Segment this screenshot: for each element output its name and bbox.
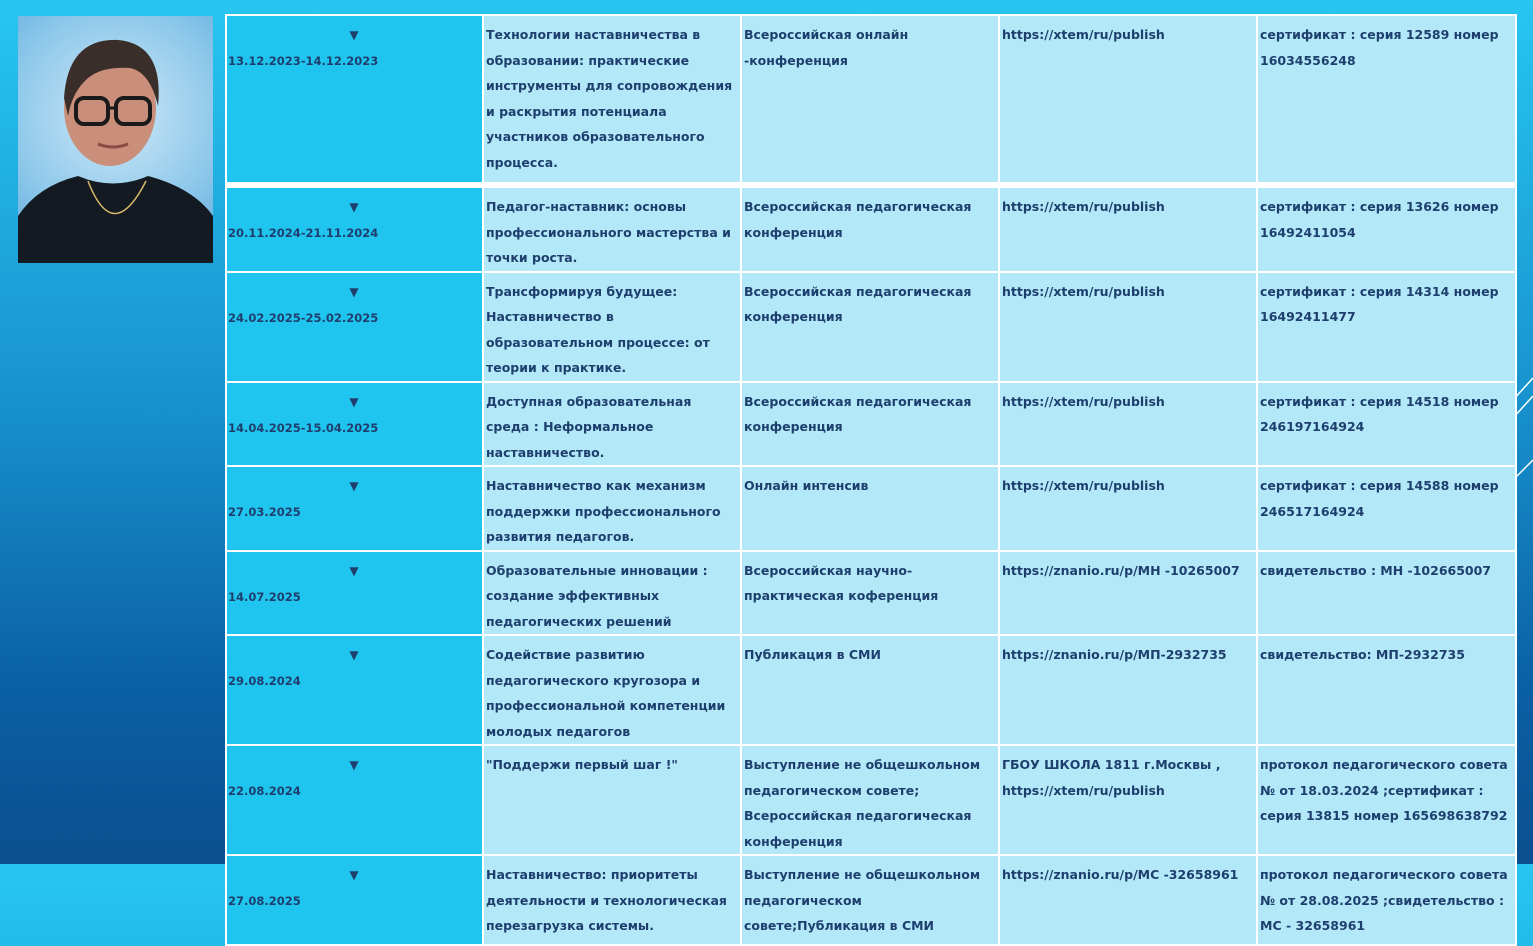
date-cell — [226, 745, 483, 855]
table-row — [226, 855, 1516, 945]
event-type: Всероссийская педагогическая конференция — [744, 283, 972, 324]
event-document: свидетельство: МП-2932735 — [1260, 647, 1465, 662]
event-type-cell — [741, 382, 999, 467]
event-type-cell — [741, 551, 999, 636]
dropdown-arrow-icon[interactable]: ▼ — [349, 394, 359, 409]
event-link-cell — [999, 855, 1257, 945]
event-date: 24.02.2025-25.02.2025 — [228, 310, 379, 325]
event-type: Всероссийская педагогическая конференция — [744, 393, 972, 434]
event-link-cell — [999, 745, 1257, 855]
event-title-cell — [483, 272, 741, 382]
event-link[interactable]: https://xtem/ru/publish — [1002, 199, 1165, 214]
events-table — [225, 14, 1515, 933]
event-type-cell — [741, 745, 999, 855]
event-type-cell — [741, 466, 999, 551]
event-title-cell — [483, 382, 741, 467]
event-date: 27.03.2025 — [228, 505, 301, 519]
event-title-cell — [483, 745, 741, 855]
event-link[interactable]: https://znanio.ru/p/МС -32658961 — [1002, 867, 1239, 882]
table-row — [226, 15, 1516, 185]
date-cell — [226, 185, 483, 272]
date-cell — [226, 382, 483, 467]
event-document-cell — [1257, 272, 1516, 382]
event-document: сертификат : серия 14314 номер 16492411477 — [1260, 283, 1499, 324]
event-document: сертификат : серия 14588 номер 246517164924 — [1260, 478, 1499, 519]
event-link[interactable]: https://znanio.ru/p/МП-2932735 — [1002, 647, 1227, 662]
event-link[interactable]: https://xtem/ru/publish — [1002, 283, 1165, 299]
event-title: Наставничество как механизм поддержки профессионального развития педагогов. — [486, 478, 721, 544]
event-title: Наставничество: приоритеты деятельности и технологическая перезагрузка системы. — [486, 867, 727, 933]
event-title-cell — [483, 635, 741, 745]
event-document-cell — [1257, 551, 1516, 636]
portrait-photo-icon — [18, 16, 213, 263]
event-link[interactable]: https://xtem/ru/publish — [1002, 393, 1165, 409]
date-cell — [226, 466, 483, 551]
event-type: Всероссийская педагогическая конференция — [744, 199, 972, 240]
dropdown-arrow-icon[interactable]: ▼ — [349, 563, 359, 578]
event-document-cell — [1257, 185, 1516, 272]
event-link[interactable]: https://xtem/ru/publish — [1002, 27, 1165, 42]
event-title: Технологии наставничества в образовании: практические инструменты для сопровождения и раскрытия потенциала участников образовательного процесса. — [486, 27, 733, 170]
event-link-cell — [999, 15, 1257, 185]
date-cell — [226, 15, 483, 185]
event-link-cell — [999, 551, 1257, 636]
event-link-cell — [999, 635, 1257, 745]
table-row — [226, 635, 1516, 745]
dropdown-arrow-icon[interactable]: ▼ — [349, 648, 359, 662]
table-row — [226, 466, 1516, 551]
event-document-cell — [1257, 466, 1516, 551]
date-cell — [226, 855, 483, 945]
event-document-cell — [1257, 745, 1516, 855]
event-title: Образовательные инновации : создание эффективных педагогических решений — [486, 562, 708, 629]
table-row — [226, 551, 1516, 636]
event-type: Публикация в СМИ — [744, 647, 881, 662]
dropdown-arrow-icon[interactable]: ▼ — [349, 200, 359, 214]
table-row — [226, 382, 1516, 467]
table-row — [226, 272, 1516, 382]
event-document-cell — [1257, 855, 1516, 945]
event-type-cell — [741, 272, 999, 382]
event-document-cell — [1257, 15, 1516, 185]
dropdown-arrow-icon[interactable]: ▼ — [349, 284, 359, 299]
event-link[interactable]: https://xtem/ru/publish — [1002, 478, 1165, 493]
event-type: Выступление не общешкольном педагогическом совете;Публикация в СМИ — [744, 867, 981, 933]
event-link-cell — [999, 382, 1257, 467]
table-body — [226, 15, 1516, 945]
event-title: Содействие развитию педагогического кругозора и профессиональной компетенции молодых педагогов — [486, 647, 726, 739]
dropdown-arrow-icon[interactable]: ▼ — [349, 758, 359, 772]
event-date: 27.08.2025 — [228, 894, 301, 908]
event-document: свидетельство : МН -102665007 — [1260, 562, 1492, 578]
date-cell — [226, 635, 483, 745]
event-type: Выступление не общешкольном педагогическом совете; Всероссийская педагогическая конференция — [744, 757, 981, 849]
dropdown-arrow-icon[interactable]: ▼ — [349, 868, 359, 882]
profile-photo — [18, 16, 213, 263]
table-row — [226, 745, 1516, 855]
event-title-cell — [483, 855, 741, 945]
event-document: сертификат : серия 14518 номер 246197164924 — [1260, 393, 1499, 434]
event-link-cell — [999, 272, 1257, 382]
event-date: 20.11.2024-21.11.2024 — [228, 226, 379, 240]
event-document: сертификат : серия 12589 номер 16034556248 — [1260, 27, 1499, 68]
event-title-cell — [483, 466, 741, 551]
event-title: "Поддержи первый шаг !" — [486, 757, 678, 772]
table-row — [226, 185, 1516, 272]
event-title-cell — [483, 15, 741, 185]
event-title: Трансформируя будущее: Наставничество в образовательном процессе: от теории к практике. — [486, 283, 710, 375]
event-type: Всероссийская научно-практическая коференция — [744, 562, 939, 603]
event-title: Педагог-наставник: основы профессионального мастерства и точки роста. — [486, 199, 731, 265]
event-date: 14.04.2025-15.04.2025 — [228, 420, 379, 435]
event-document-cell — [1257, 382, 1516, 467]
event-type-cell — [741, 855, 999, 945]
event-type-cell — [741, 635, 999, 745]
event-link[interactable]: https://znanio.ru/p/МН -10265007 — [1002, 562, 1240, 578]
dropdown-arrow-icon[interactable]: ▼ — [349, 28, 359, 42]
event-link[interactable]: ГБОУ ШКОЛА 1811 г.Москвы , https://xtem/ru/publish — [1002, 757, 1221, 798]
dropdown-arrow-icon[interactable]: ▼ — [349, 479, 359, 493]
event-date: 29.08.2024 — [228, 674, 301, 688]
date-cell — [226, 272, 483, 382]
event-date: 22.08.2024 — [228, 784, 301, 798]
event-type-cell — [741, 185, 999, 272]
event-date: 14.07.2025 — [228, 589, 301, 604]
event-document: сертификат : серия 13626 номер 16492411054 — [1260, 199, 1499, 240]
event-type: Онлайн интенсив — [744, 478, 869, 493]
event-document: протокол педагогического совета № от 18.03.2024 ;сертификат : серия 13815 номер 165698638792 — [1260, 757, 1508, 823]
event-title: Доступная образовательная среда : Неформальное наставничество. — [486, 393, 692, 460]
event-type-cell — [741, 15, 999, 185]
date-cell — [226, 551, 483, 636]
event-link-cell — [999, 185, 1257, 272]
event-date: 13.12.2023-14.12.2023 — [228, 54, 379, 68]
event-type: Всероссийская онлайн -конференция — [744, 27, 909, 68]
event-title-cell — [483, 551, 741, 636]
event-link-cell — [999, 466, 1257, 551]
event-document-cell — [1257, 635, 1516, 745]
event-title-cell — [483, 185, 741, 272]
event-document: протокол педагогического совета № от 28.08.2025 ;свидетельство : МС - 32658961 — [1260, 867, 1508, 933]
